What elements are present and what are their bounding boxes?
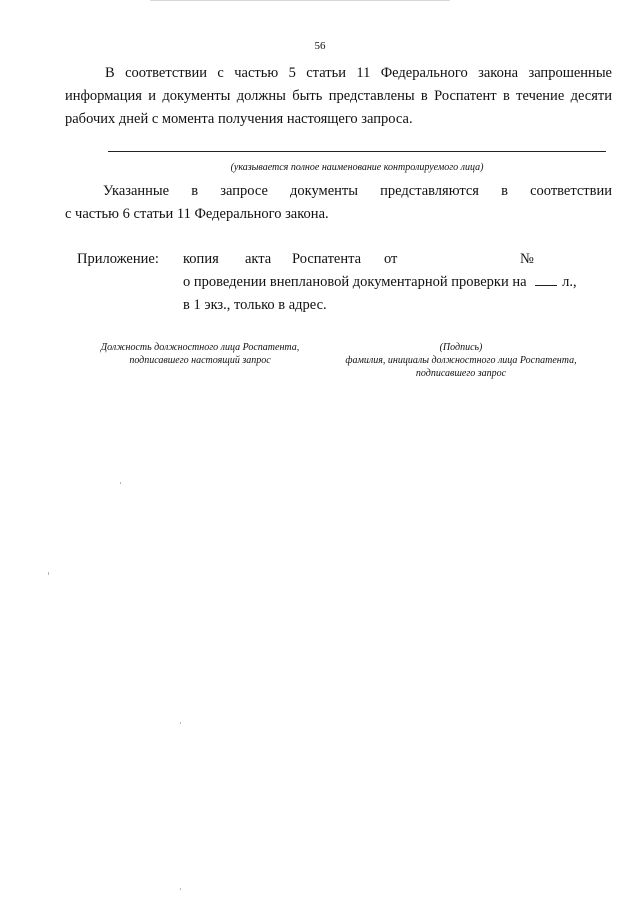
inspection-text: о проведении внеплановой документарной проверки на (183, 274, 527, 290)
scan-top-edge (150, 0, 450, 1)
signatory-position-line-2: подписавшего настоящий запрос (129, 355, 271, 366)
deadline-paragraph: В соответствии с частью 5 статьи 11 Федерального закона запрошенные информация и документы должны быть представлены в Роспатент в течение десяти рабочих дней с момента получения настоящего запроса. (65, 65, 612, 127)
scan-speck (180, 722, 181, 724)
page-number: 56 (314, 40, 326, 52)
documents-paragraph-line-2: с частью 6 статьи 11 Федерального закона. (65, 206, 329, 222)
word: акта (245, 251, 272, 267)
sheet-count-blank[interactable] (535, 271, 557, 286)
attachment-row-act (183, 248, 603, 271)
word: Указанные (103, 183, 170, 199)
attachment-row-inspection (183, 271, 603, 294)
word: представляются (380, 183, 479, 199)
controlled-entity-name-field-line (108, 151, 606, 152)
word: от (384, 251, 398, 267)
number-sign: № (520, 251, 534, 267)
attachment-label: Приложение: (77, 251, 159, 267)
documents-paragraph-line-1 (65, 180, 612, 203)
signature-caption: (Подпись) (439, 342, 483, 353)
word: Роспатента (292, 251, 362, 267)
sheets-abbrev: л., (562, 274, 577, 290)
word: документы (290, 183, 358, 199)
attachment-details (183, 248, 603, 317)
scan-speck (48, 572, 49, 575)
controlled-entity-caption: (указывается полное наименование контролируемого лица) (230, 162, 484, 173)
attachment-row-copies: в 1 экз., только в адрес. (183, 297, 327, 313)
word: в (501, 183, 508, 199)
signatory-position-block (90, 341, 310, 367)
signatory-name-line-1: фамилия, инициалы должностного лица Роспатента, (345, 355, 577, 366)
documents-paragraph (65, 180, 612, 226)
scan-speck (180, 888, 181, 890)
word: соответствии (530, 183, 613, 199)
signatory-name-line-2: подписавшего запрос (415, 368, 507, 379)
word: в (191, 183, 199, 199)
word: запросе (220, 183, 268, 199)
word: копия (183, 251, 219, 267)
signatory-position-line-1: Должность должностного лица Роспатента, (100, 342, 300, 353)
signature-block (308, 341, 614, 380)
scan-speck (120, 482, 121, 484)
